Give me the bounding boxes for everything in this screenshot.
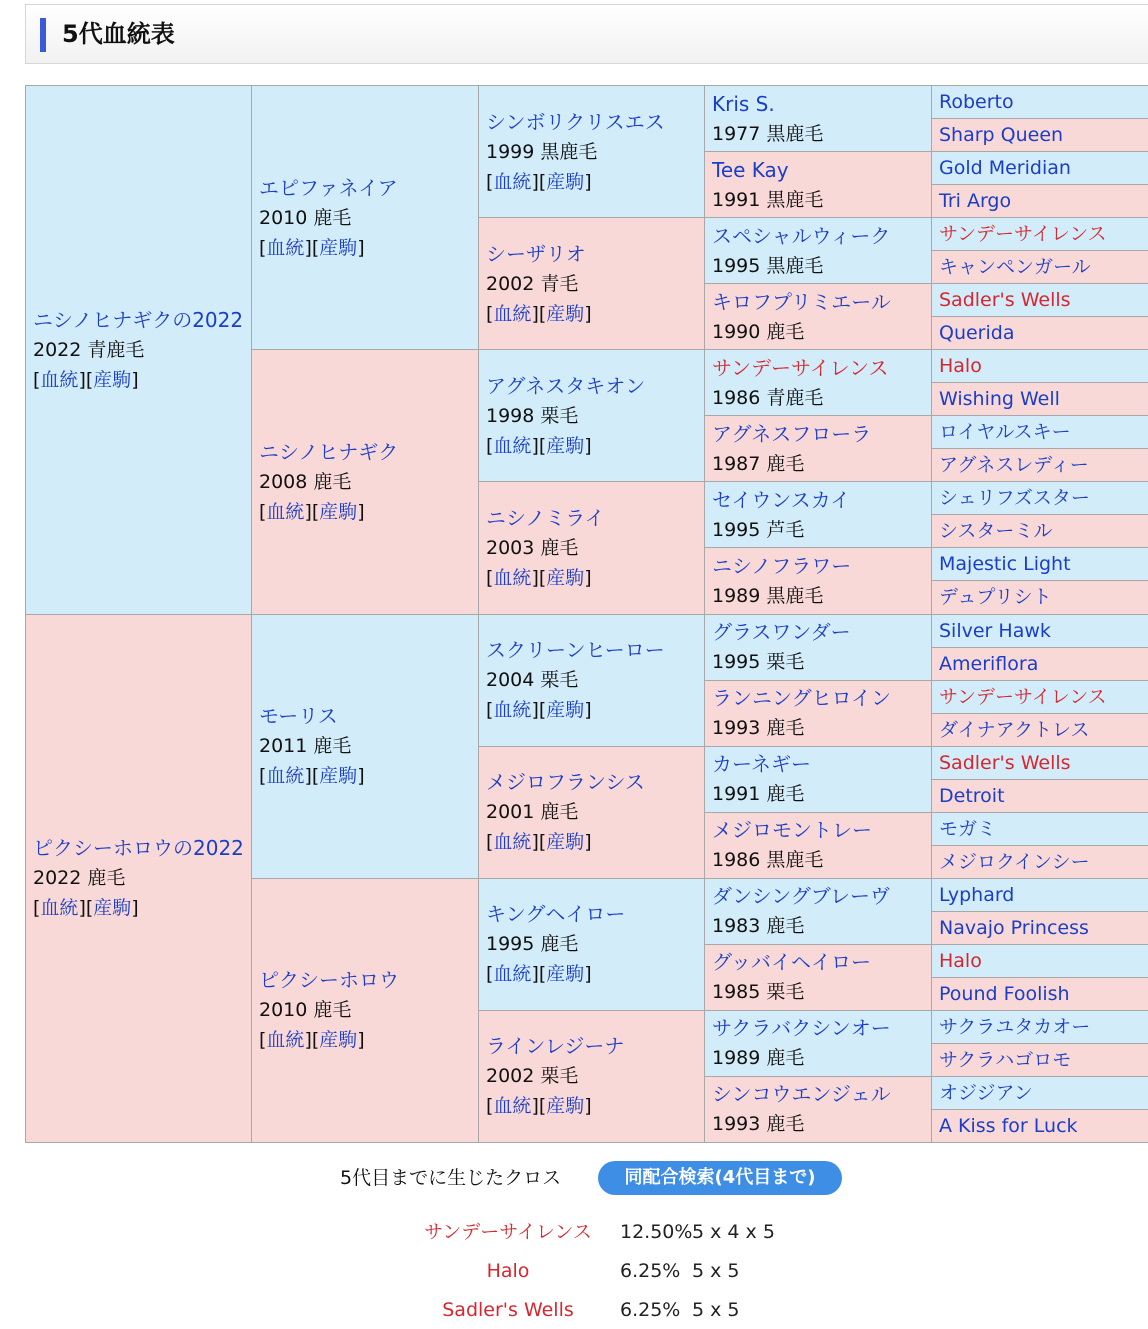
offspring-link[interactable]: 産駒 — [319, 1029, 358, 1052]
horse-info: 1990 鹿毛 — [712, 320, 805, 343]
cross-pattern: 5 x 5 — [692, 1299, 740, 1321]
gen5-cell — [932, 317, 1148, 350]
horse-name-link[interactable]: キングヘイロー — [486, 902, 626, 927]
cross-horse-name[interactable]: サンデーサイレンス — [424, 1221, 592, 1243]
pedigree-link[interactable]: 血統 — [493, 302, 532, 325]
horse-name-link[interactable]: Halo — [939, 949, 982, 972]
offspring-link[interactable]: 産駒 — [319, 765, 358, 788]
gen5-cell — [932, 185, 1148, 218]
horse-info: 1983 鹿毛 — [712, 915, 805, 938]
horse-info: 1986 黒鹿毛 — [712, 849, 824, 872]
horse-name-link[interactable]: Ameriflora — [939, 652, 1039, 675]
gen4-cell — [705, 812, 932, 878]
gen4-cell — [705, 878, 932, 944]
horse-name-link[interactable]: シンボリクリスエス — [486, 109, 665, 134]
horse-name-link[interactable]: Navajo Princess — [939, 916, 1089, 939]
horse-name-link[interactable]: グッバイヘイロー — [712, 950, 871, 975]
horse-links: [血統][産駒] — [486, 566, 592, 589]
horse-name-link[interactable]: キロフプリミエール — [712, 289, 891, 314]
horse-name-link[interactable]: Querida — [939, 322, 1015, 345]
horse-links: [血統][産駒] — [259, 236, 365, 259]
horse-name-link[interactable]: ダイナアクトレス — [939, 718, 1090, 741]
pedigree-link[interactable]: 血統 — [493, 831, 532, 854]
horse-name-link[interactable]: エピファネイア — [259, 175, 398, 200]
horse-name-link[interactable]: シスターミル — [939, 520, 1053, 543]
pedigree-link[interactable]: 血統 — [266, 236, 305, 259]
header-accent-bar — [40, 18, 46, 52]
horse-info: 2022 青鹿毛 — [33, 338, 145, 361]
horse-name-link[interactable]: Lyphard — [939, 883, 1015, 906]
pedigree-link[interactable]: 血統 — [40, 368, 79, 391]
offspring-link[interactable]: 産駒 — [319, 500, 358, 523]
cross-percent: 12.50% — [620, 1221, 693, 1243]
horse-info: 2003 鹿毛 — [486, 536, 579, 559]
gen5-cell — [932, 416, 1148, 449]
gen5-cell — [932, 218, 1148, 251]
gen3-cell — [479, 878, 705, 1010]
gen5-cell — [932, 1010, 1148, 1043]
gen5-cell — [932, 680, 1148, 713]
horse-name-link[interactable]: シンコウエンジェル — [712, 1082, 891, 1107]
gen5-cell — [932, 581, 1148, 614]
cross-horse-name[interactable]: Halo — [486, 1260, 530, 1282]
horse-info: 1999 黒鹿毛 — [486, 140, 598, 163]
section-title: 5代血統表 — [62, 20, 175, 48]
gen5-cell — [932, 86, 1148, 119]
horse-name-link[interactable]: ニシノヒナギク — [259, 439, 399, 464]
horse-links: [血統][産駒] — [486, 831, 592, 854]
gen5-cell — [932, 845, 1148, 878]
horse-name-link[interactable]: Sharp Queen — [939, 124, 1064, 147]
horse-name-link[interactable]: Majestic Light — [939, 553, 1071, 576]
horse-links: [血統][産駒] — [486, 699, 592, 722]
gen3-cell — [479, 350, 705, 482]
horse-info: 1989 鹿毛 — [712, 1047, 805, 1070]
horse-info: 1991 黒鹿毛 — [712, 188, 824, 211]
horse-name-link[interactable]: Sadler's Wells — [939, 751, 1071, 774]
section-header — [25, 4, 1148, 64]
gen4-cell — [705, 548, 932, 614]
cross-horse-name[interactable]: Sadler's Wells — [442, 1299, 574, 1321]
horse-name-link[interactable]: メジロフランシス — [486, 770, 645, 795]
horse-name-link[interactable]: シェリフズスター — [939, 487, 1090, 510]
horse-info: 1995 鹿毛 — [486, 933, 579, 956]
gen2-cell — [252, 86, 479, 350]
horse-name-link[interactable]: サクラハゴロモ — [939, 1048, 1072, 1071]
horse-name-link[interactable]: ラインレジーナ — [486, 1034, 625, 1059]
horse-name-link[interactable]: オジジアン — [939, 1081, 1033, 1104]
offspring-link[interactable]: 産駒 — [546, 170, 585, 193]
gen5-cell — [932, 911, 1148, 944]
horse-name-link[interactable]: ニシノヒナギクの2022 — [33, 307, 244, 332]
offspring-link[interactable]: 産駒 — [93, 368, 132, 391]
offspring-link[interactable]: 産駒 — [546, 434, 585, 457]
horse-info: 2001 鹿毛 — [486, 801, 579, 824]
horse-links: [血統][産駒] — [486, 963, 592, 986]
horse-links: [血統][産駒] — [486, 1095, 592, 1118]
horse-name-link[interactable]: アグネスレディー — [939, 454, 1089, 477]
horse-info: 1987 鹿毛 — [712, 452, 805, 475]
horse-name-link[interactable]: Tri Argo — [939, 190, 1012, 213]
gen5-cell — [932, 779, 1148, 812]
horse-name-link[interactable]: サンデーサイレンス — [939, 685, 1107, 708]
horse-info: 2022 鹿毛 — [33, 867, 126, 890]
offspring-link[interactable]: 産駒 — [546, 302, 585, 325]
horse-info: 1995 黒鹿毛 — [712, 254, 824, 277]
horse-links: [血統][産駒] — [259, 500, 365, 523]
horse-name-link[interactable]: Kris S. — [712, 91, 775, 116]
horse-name-link[interactable]: ピクシーホロウ — [259, 968, 399, 993]
horse-name-link[interactable]: Silver Hawk — [939, 619, 1051, 642]
pedigree-link[interactable]: 血統 — [493, 963, 532, 986]
horse-info: 2002 栗毛 — [486, 1065, 579, 1088]
gen3-cell — [479, 614, 705, 746]
gen5-cell — [932, 152, 1148, 185]
gen5-cell — [932, 812, 1148, 845]
offspring-link[interactable]: 産駒 — [546, 963, 585, 986]
gen5-cell — [932, 614, 1148, 647]
gen5-cell — [932, 548, 1148, 581]
gen3-cell — [479, 86, 705, 218]
horse-links: [血統][産駒] — [259, 765, 365, 788]
horse-info: 1998 栗毛 — [486, 404, 579, 427]
horse-links: [血統][産駒] — [259, 1029, 365, 1052]
gen5-cell — [932, 383, 1148, 416]
gen4-cell — [705, 152, 932, 218]
gen5-cell — [932, 350, 1148, 383]
horse-info: 2011 鹿毛 — [259, 735, 352, 758]
gen3-cell — [479, 218, 705, 350]
gen4-cell — [705, 1010, 932, 1076]
horse-info: 2010 鹿毛 — [259, 206, 352, 229]
horse-info: 2010 鹿毛 — [259, 999, 352, 1022]
offspring-link[interactable]: 産駒 — [546, 831, 585, 854]
gen2-cell — [252, 878, 479, 1142]
pedigree-link[interactable]: 血統 — [493, 434, 532, 457]
horse-name-link[interactable]: Roberto — [939, 91, 1014, 114]
horse-name-link[interactable]: Halo — [939, 355, 982, 378]
horse-name-link[interactable]: サンデーサイレンス — [939, 223, 1107, 246]
gen5-cell — [932, 251, 1148, 284]
cross-percent: 6.25% — [620, 1260, 681, 1282]
pedigree-link[interactable]: 血統 — [493, 170, 532, 193]
gen5-cell — [932, 944, 1148, 977]
gen5-cell — [932, 119, 1148, 152]
horse-name-link[interactable]: ニシノミライ — [486, 505, 605, 530]
offspring-link[interactable]: 産駒 — [319, 236, 358, 259]
horse-links: [血統][産駒] — [486, 170, 592, 193]
gen4-cell — [705, 218, 932, 284]
gen3-cell — [479, 482, 705, 614]
gen5-cell — [932, 1076, 1148, 1109]
horse-info: 1986 青鹿毛 — [712, 386, 824, 409]
horse-links: [血統][産駒] — [33, 368, 139, 391]
gen1-cell — [26, 86, 252, 615]
horse-name-link[interactable]: ニシノフラワー — [712, 553, 852, 578]
horse-links: [血統][産駒] — [486, 434, 592, 457]
pedigree-link[interactable]: 血統 — [266, 500, 305, 523]
pedigree-link[interactable]: 血統 — [493, 566, 532, 589]
horse-name-link[interactable]: ピクシーホロウの2022 — [33, 836, 244, 861]
horse-name-link[interactable]: ロイヤルスキー — [939, 421, 1071, 444]
pedigree-link[interactable]: 血統 — [40, 897, 79, 920]
horse-info: 1985 栗毛 — [712, 981, 805, 1004]
gen4-cell — [705, 746, 932, 812]
cross-pattern: 5 x 5 — [692, 1260, 740, 1282]
pedigree-row — [26, 86, 1148, 119]
horse-info: 1993 鹿毛 — [712, 1113, 805, 1136]
gen5-cell — [932, 1109, 1148, 1142]
gen4-cell — [705, 944, 932, 1010]
horse-name-link[interactable]: サクラユタカオー — [939, 1015, 1091, 1038]
pedigree-link[interactable]: 血統 — [493, 1095, 532, 1118]
pedigree-table — [25, 85, 1148, 1143]
gen5-cell — [932, 284, 1148, 317]
horse-name-link[interactable]: モガミ — [939, 817, 997, 840]
horse-info: 1993 鹿毛 — [712, 717, 805, 740]
cross-percent: 6.25% — [620, 1299, 681, 1321]
horse-name-link[interactable]: Wishing Well — [939, 388, 1060, 411]
horse-info: 2002 青毛 — [486, 272, 579, 295]
horse-name-link[interactable]: モーリス — [259, 704, 338, 729]
horse-name-link[interactable]: Tee Kay — [712, 157, 789, 182]
horse-info: 2004 栗毛 — [486, 669, 579, 692]
horse-name-link[interactable]: Gold Meridian — [939, 157, 1071, 180]
gen5-cell — [932, 713, 1148, 746]
horse-links: [血統][産駒] — [486, 302, 592, 325]
gen2-cell — [252, 350, 479, 614]
horse-name-link[interactable]: カーネギー — [712, 752, 811, 777]
horse-name-link[interactable]: スクリーンヒーロー — [486, 638, 665, 663]
gen4-cell — [705, 416, 932, 482]
gen4-cell — [705, 680, 932, 746]
gen5-cell — [932, 878, 1148, 911]
gen4-cell — [705, 614, 932, 680]
horse-info: 1995 栗毛 — [712, 651, 805, 674]
offspring-link[interactable]: 産駒 — [93, 897, 132, 920]
gen4-cell — [705, 1076, 932, 1142]
horse-name-link[interactable]: セイウンスカイ — [712, 487, 851, 512]
horse-name-link[interactable]: シーザリオ — [486, 241, 586, 266]
horse-info: 1991 鹿毛 — [712, 783, 805, 806]
offspring-link[interactable]: 産駒 — [546, 566, 585, 589]
horse-name-link[interactable]: キャンペンガール — [939, 256, 1091, 279]
gen2-cell — [252, 614, 479, 878]
gen3-cell — [479, 746, 705, 878]
offspring-link[interactable]: 産駒 — [546, 699, 585, 722]
gen5-cell — [932, 977, 1148, 1010]
horse-info: 1977 黒鹿毛 — [712, 122, 824, 145]
horse-name-link[interactable]: A Kiss for Luck — [939, 1114, 1078, 1137]
gen4-cell — [705, 86, 932, 152]
horse-name-link[interactable]: メジロモントレー — [712, 818, 872, 843]
cross-pattern: 5 x 4 x 5 — [692, 1221, 775, 1243]
horse-name-link[interactable]: グラスワンダー — [712, 620, 851, 645]
offspring-link[interactable]: 産駒 — [546, 1095, 585, 1118]
gen5-cell — [932, 482, 1148, 515]
pedigree-row — [26, 614, 1148, 647]
gen5-cell — [932, 449, 1148, 482]
horse-name-link[interactable]: サクラバクシンオー — [712, 1016, 891, 1041]
gen4-cell — [705, 284, 932, 350]
horse-name-link[interactable]: アグネスタキオン — [486, 373, 646, 398]
gen1-cell — [26, 614, 252, 1143]
horse-info: 2008 鹿毛 — [259, 470, 352, 493]
pedigree-link[interactable]: 血統 — [266, 1029, 305, 1052]
gen5-cell — [932, 515, 1148, 548]
cross-section-label: 5代目までに生じたクロス — [340, 1167, 562, 1189]
horse-info: 1989 黒鹿毛 — [712, 584, 824, 607]
horse-name-link[interactable]: Pound Foolish — [939, 982, 1070, 1005]
horse-name-link[interactable]: ダンシングブレーヴ — [712, 884, 890, 909]
gen5-cell — [932, 1043, 1148, 1076]
horse-name-link[interactable]: アグネスフローラ — [712, 421, 872, 446]
horse-name-link[interactable]: ランニングヒロイン — [712, 686, 891, 711]
horse-name-link[interactable]: サンデーサイレンス — [712, 355, 889, 380]
horse-name-link[interactable]: デュプリシト — [939, 586, 1052, 609]
pedigree-link[interactable]: 血統 — [266, 765, 305, 788]
pedigree-link[interactable]: 血統 — [493, 699, 532, 722]
gen5-cell — [932, 746, 1148, 779]
horse-name-link[interactable]: Detroit — [939, 784, 1005, 807]
gen4-cell — [705, 350, 932, 416]
horse-name-link[interactable]: メジロクインシー — [939, 850, 1090, 873]
same-mating-search-button[interactable]: 同配合検索(4代目まで) — [598, 1161, 842, 1195]
horse-info: 1995 芦毛 — [712, 518, 805, 541]
horse-name-link[interactable]: スペシャルウィーク — [712, 223, 891, 248]
gen4-cell — [705, 482, 932, 548]
horse-links: [血統][産駒] — [33, 897, 139, 920]
gen5-cell — [932, 647, 1148, 680]
gen3-cell — [479, 1010, 705, 1142]
horse-name-link[interactable]: Sadler's Wells — [939, 289, 1071, 312]
